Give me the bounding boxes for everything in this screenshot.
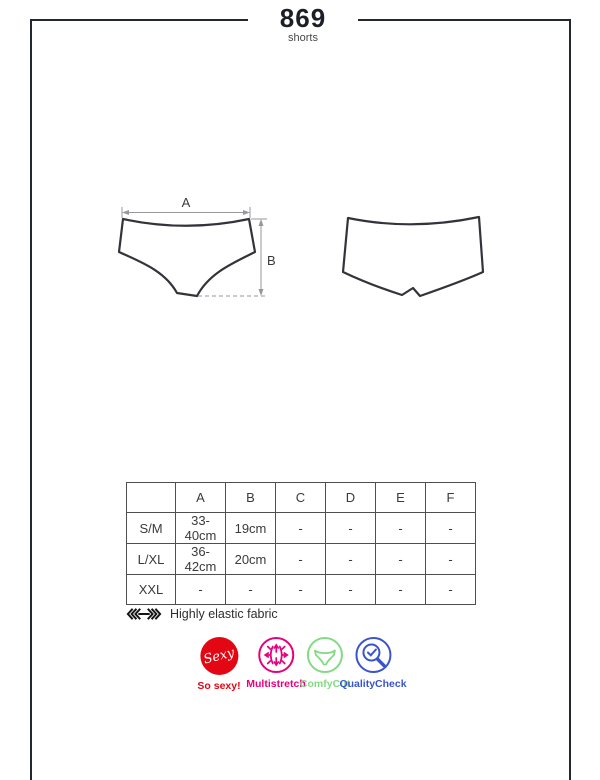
table-header-row xyxy=(127,483,476,513)
badge-label: So sexy! xyxy=(197,680,241,692)
size-cell: - xyxy=(326,544,376,575)
dimension-b-label: B xyxy=(267,253,276,268)
badge-label: QualityCheck xyxy=(339,678,407,690)
size-cell: - xyxy=(426,513,476,544)
elastic-note-label: Highly elastic fabric xyxy=(170,607,278,621)
panty-icon xyxy=(307,637,343,673)
size-cell: - xyxy=(326,513,376,544)
table-col-header-f: F xyxy=(426,483,476,513)
table-row-xxl xyxy=(127,575,476,605)
table-col-header-c: C xyxy=(276,483,326,513)
size-row-label: S/M xyxy=(127,513,176,544)
stretch-arrow-icon xyxy=(126,607,162,621)
dimension-a-label: A xyxy=(181,195,191,210)
size-cell: - xyxy=(276,575,326,605)
size-cell: - xyxy=(226,575,276,605)
table-corner-cell xyxy=(127,483,176,513)
table-row-lxl xyxy=(127,544,476,575)
badge-so-sexy xyxy=(197,637,240,692)
frame-border-top-left xyxy=(30,19,248,21)
size-cell: - xyxy=(276,513,326,544)
dimension-b xyxy=(198,219,276,296)
size-cell: 33-40cm xyxy=(176,513,226,544)
size-cell: - xyxy=(426,544,476,575)
size-cell: - xyxy=(276,544,326,575)
badge-label: Multistretch xyxy=(246,678,306,690)
product-number: 869 xyxy=(279,3,327,33)
magnifier-check-icon xyxy=(355,637,391,673)
size-cell: 36-42cm xyxy=(176,544,226,575)
size-cell: - xyxy=(376,575,426,605)
product-type: shorts xyxy=(288,32,318,45)
frame-border-left xyxy=(30,19,32,780)
product-title-block xyxy=(248,5,358,44)
size-cell: - xyxy=(376,513,426,544)
garment-diagrams xyxy=(100,190,500,315)
size-cell: - xyxy=(176,575,226,605)
table-row-sm xyxy=(127,513,476,544)
table-col-header-e: E xyxy=(376,483,426,513)
frame-border-right xyxy=(569,19,571,780)
size-cell: - xyxy=(376,544,426,575)
sexy-icon-text: Sexy xyxy=(202,644,236,668)
elastic-note xyxy=(126,607,278,621)
garment-back-drawing xyxy=(343,217,483,296)
badge-label: ComfyCut xyxy=(299,678,351,690)
stretch-burst-icon xyxy=(258,637,294,673)
size-cell: 19cm xyxy=(226,513,276,544)
size-row-label: XXL xyxy=(127,575,176,605)
frame-border-top-right xyxy=(358,19,571,21)
garment-front-drawing xyxy=(119,219,255,296)
badge-qualitycheck xyxy=(339,637,406,690)
sexy-circle-icon xyxy=(200,637,238,675)
table-col-header-d: D xyxy=(326,483,376,513)
size-cell: 20cm xyxy=(226,544,276,575)
badge-multistretch xyxy=(246,637,306,690)
size-row-label: L/XL xyxy=(127,544,176,575)
size-cell: - xyxy=(426,575,476,605)
size-cell: - xyxy=(326,575,376,605)
table-col-header-a: A xyxy=(176,483,226,513)
table-col-header-b: B xyxy=(226,483,276,513)
dimension-a xyxy=(122,195,250,218)
size-table xyxy=(126,482,476,605)
